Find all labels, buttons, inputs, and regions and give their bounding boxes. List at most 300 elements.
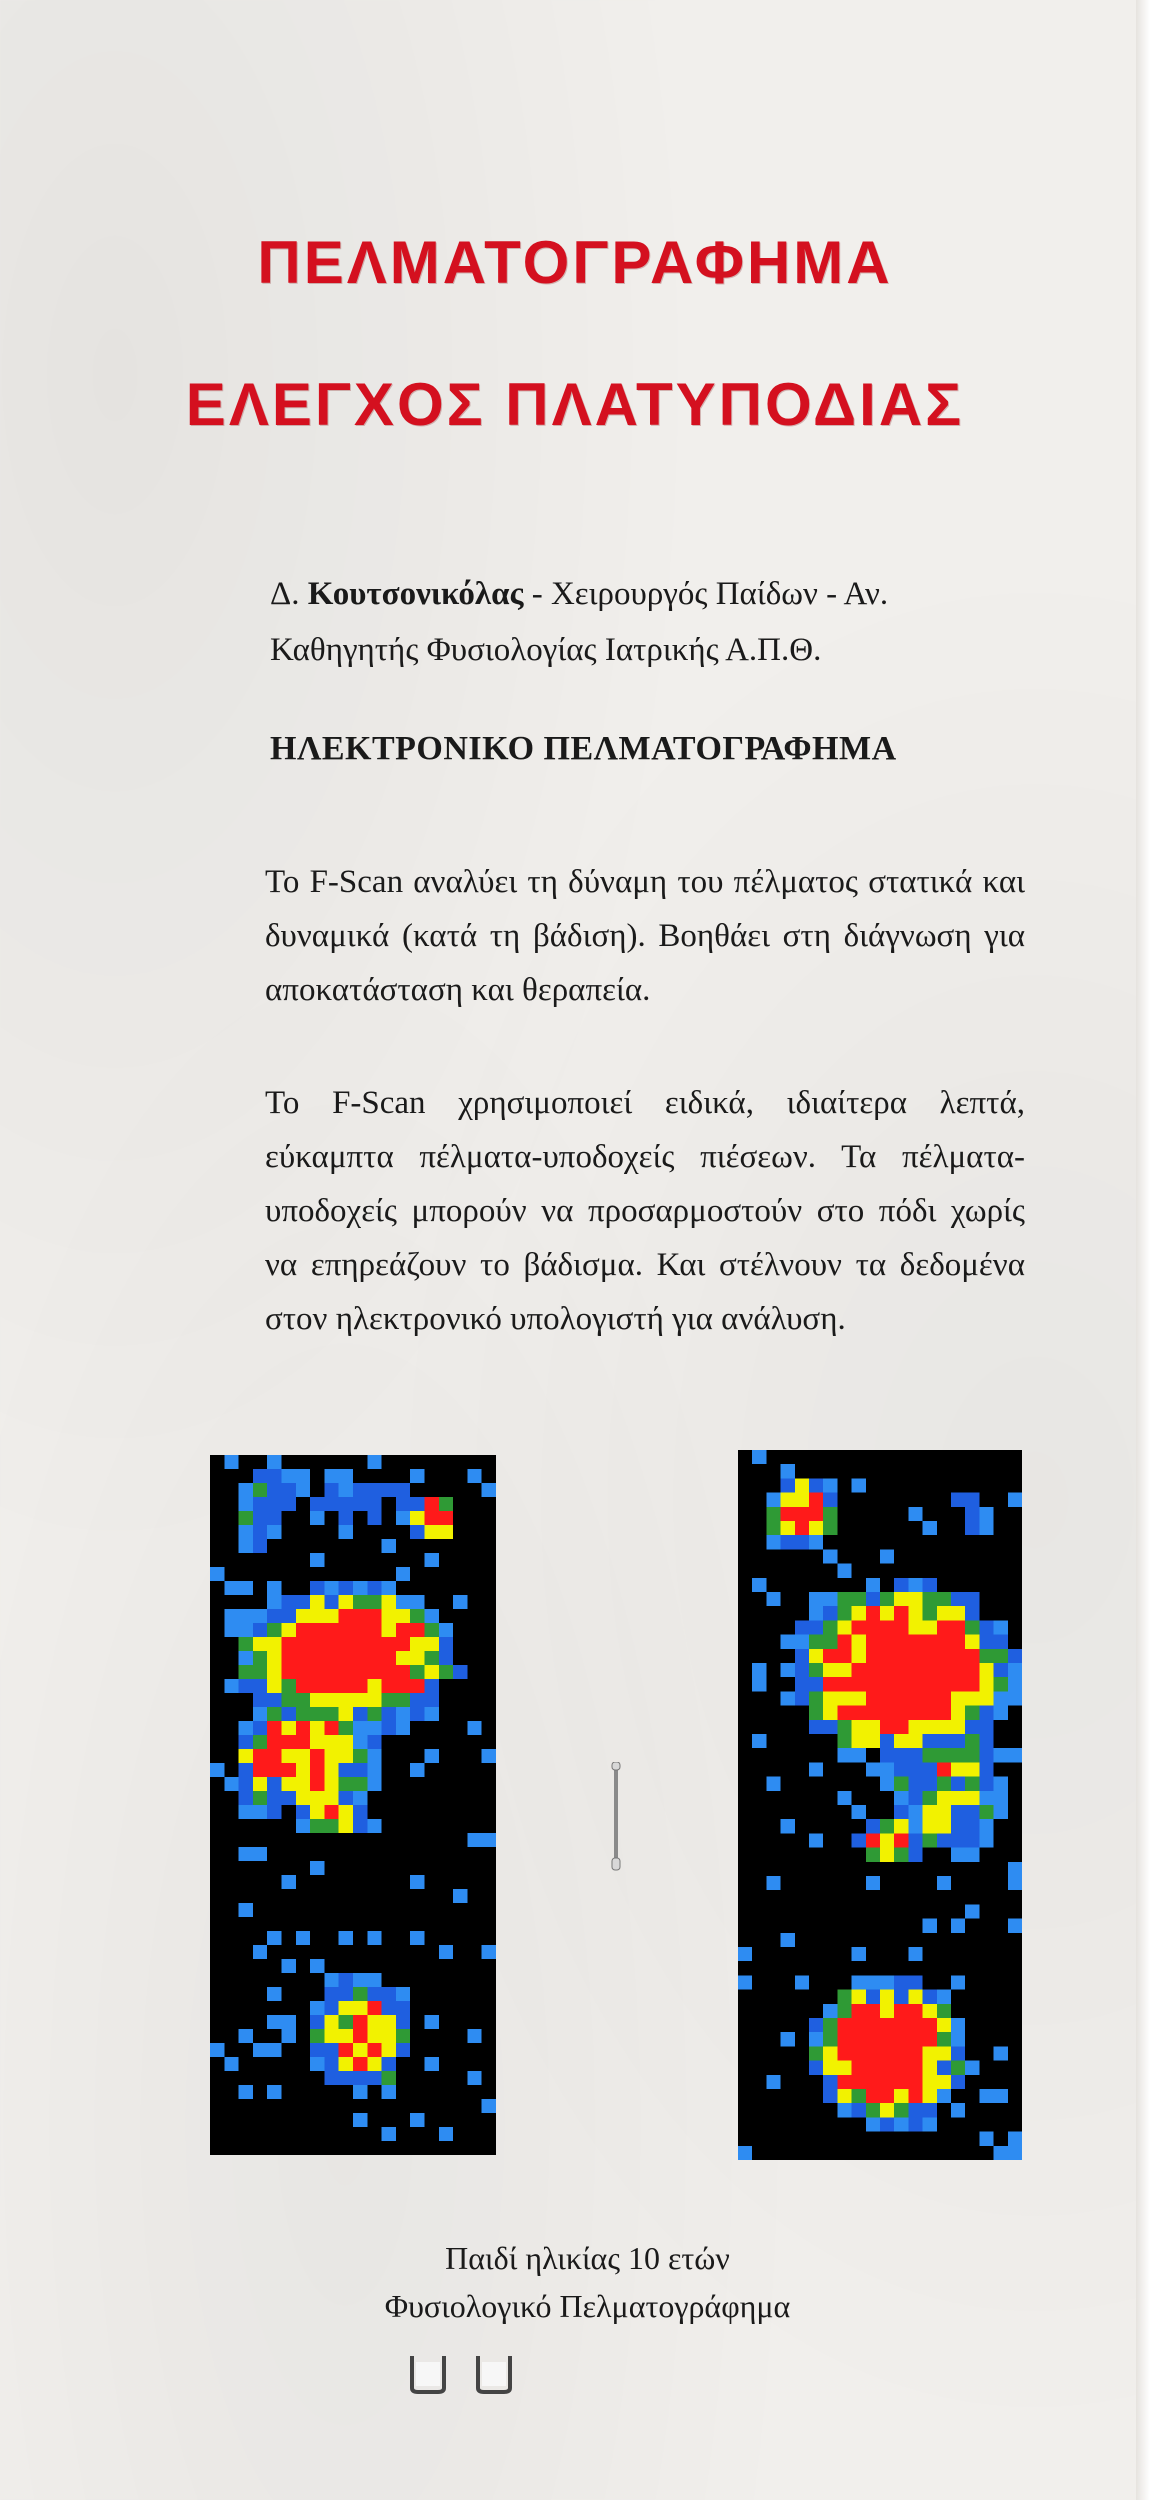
pressure-cell <box>267 2043 281 2057</box>
pressure-cell <box>979 2132 993 2146</box>
pressure-cell <box>425 1651 439 1665</box>
pressure-cell <box>239 1847 253 1861</box>
pressure-cell <box>439 1525 453 1539</box>
pressure-cell <box>382 2015 396 2029</box>
pressure-cell <box>937 1734 951 1748</box>
pressure-cell <box>809 2032 823 2046</box>
pressure-cell <box>310 2029 324 2043</box>
pressure-cell <box>410 1875 424 1889</box>
pressure-cell <box>310 2015 324 2029</box>
pressure-cell <box>951 1493 965 1507</box>
pressure-cell <box>880 1649 894 1663</box>
pressure-cell <box>324 1497 338 1511</box>
pressure-cell <box>482 1833 496 1847</box>
pressure-cell <box>267 1735 281 1749</box>
pressure-cell <box>923 1734 937 1748</box>
pressure-cell <box>267 1483 281 1497</box>
pressure-cell <box>296 1679 310 1693</box>
pressure-cell <box>296 1623 310 1637</box>
pressure-cell <box>396 1497 410 1511</box>
pressure-cell <box>253 1497 267 1511</box>
pressure-cell <box>324 1763 338 1777</box>
pressure-cell <box>1008 1493 1022 1507</box>
author-line <box>270 566 1025 678</box>
pressure-cell <box>837 1677 851 1691</box>
pressure-cell <box>894 2032 908 2046</box>
pressure-cell <box>339 2015 353 2029</box>
pressure-cell <box>253 1511 267 1525</box>
pressure-cell <box>979 1777 993 1791</box>
pressure-cell <box>880 1635 894 1649</box>
pressure-cell <box>965 1649 979 1663</box>
pressure-cell <box>396 1567 410 1581</box>
pressure-cell <box>852 1748 866 1762</box>
pressure-cell <box>994 1805 1008 1819</box>
pressure-cell <box>923 1691 937 1705</box>
pressure-cell <box>253 1721 267 1735</box>
pressure-cell <box>738 1947 752 1961</box>
pressure-cell <box>894 1620 908 1634</box>
pressure-cell <box>894 2004 908 2018</box>
pressure-cell <box>353 1987 367 2001</box>
pressure-cell <box>353 2015 367 2029</box>
pressure-cell <box>965 1521 979 1535</box>
pressure-cell <box>253 1539 267 1553</box>
pressure-cell <box>239 1665 253 1679</box>
section-heading: ΗΛΕΚΤΡΟΝΙΚΟ ΠΕΛΜΑΤΟΓΡΑΦΗΜΑ <box>270 730 897 767</box>
pressure-cell <box>795 1975 809 1989</box>
staple-middle <box>609 1762 623 1872</box>
pressure-cell <box>267 1777 281 1791</box>
pressure-cell <box>367 1455 381 1469</box>
pressure-cell <box>367 1819 381 1833</box>
pressure-cell <box>837 1649 851 1663</box>
pressure-cell <box>224 2057 238 2071</box>
pressure-cell <box>781 1691 795 1705</box>
pressure-cell <box>382 2001 396 2015</box>
pressure-cell <box>310 1707 324 1721</box>
pressure-cell <box>353 1483 367 1497</box>
pressure-cell <box>324 1973 338 1987</box>
pressure-cell <box>396 1609 410 1623</box>
pressure-cell <box>880 1848 894 1862</box>
pressure-cell <box>951 1720 965 1734</box>
pressure-cell <box>979 1819 993 1833</box>
pressure-cell <box>908 1635 922 1649</box>
pressure-cell <box>979 1521 993 1535</box>
pressure-cell <box>439 1497 453 1511</box>
pressure-cell <box>453 1595 467 1609</box>
pressure-cell <box>937 2032 951 2046</box>
pressure-cell <box>738 2146 752 2160</box>
pressure-cell <box>396 1707 410 1721</box>
pressure-cell <box>396 1595 410 1609</box>
pressure-cell <box>467 2029 481 2043</box>
pressure-cell <box>823 2004 837 2018</box>
pressure-cell <box>823 1521 837 1535</box>
pressure-cell <box>894 1720 908 1734</box>
pressure-cell <box>951 2075 965 2089</box>
pressure-cell <box>282 1875 296 1889</box>
pressure-cell <box>239 1609 253 1623</box>
pressure-cell <box>339 1693 353 1707</box>
pressure-cell <box>367 1735 381 1749</box>
pressure-cell <box>425 1525 439 1539</box>
pressure-cell <box>823 1507 837 1521</box>
pressure-cell <box>367 1665 381 1679</box>
author-description: - Χειρουργός Παίδων - Αν. Καθηγητής Φυσιολογίας Ιατρικής Α.Π.Θ. <box>270 576 889 668</box>
pressure-cell <box>253 1637 267 1651</box>
pressure-cell <box>752 1734 766 1748</box>
pressure-cell <box>894 1606 908 1620</box>
pressure-cell <box>923 1720 937 1734</box>
pressure-cell <box>951 1663 965 1677</box>
pressure-cell <box>353 2071 367 2085</box>
pressure-cell <box>908 1663 922 1677</box>
pressure-cell <box>852 1677 866 1691</box>
pressure-cell <box>267 1525 281 1539</box>
pressure-cell <box>382 1483 396 1497</box>
pressure-cell <box>267 1931 281 1945</box>
pressure-cell <box>866 1833 880 1847</box>
pressure-cell <box>894 1762 908 1776</box>
pressure-cell <box>382 1721 396 1735</box>
pressure-cell <box>908 2004 922 2018</box>
pressure-cell <box>937 1990 951 2004</box>
pressure-cell <box>908 1762 922 1776</box>
pressure-cell <box>410 1637 424 1651</box>
pressure-cell <box>781 1819 795 1833</box>
pressure-cell <box>310 1749 324 1763</box>
pressure-cell <box>880 1720 894 1734</box>
pressure-cell <box>296 1805 310 1819</box>
pressure-cell <box>410 2113 424 2127</box>
pressure-cell <box>837 2046 851 2060</box>
pressure-cell <box>410 1511 424 1525</box>
pressure-cell <box>1008 1876 1022 1890</box>
pressure-cell <box>823 1720 837 1734</box>
pressure-cell <box>267 1651 281 1665</box>
pressure-cell <box>324 1609 338 1623</box>
pressure-cell <box>908 1606 922 1620</box>
pressure-cell <box>382 2029 396 2043</box>
pressure-cell <box>253 1525 267 1539</box>
pressure-cell <box>852 1720 866 1734</box>
pressure-cell <box>425 2015 439 2029</box>
pressure-cell <box>894 1748 908 1762</box>
pressure-cell <box>937 1635 951 1649</box>
pressure-cell <box>908 2018 922 2032</box>
pressure-cell <box>880 2089 894 2103</box>
pressure-cell <box>866 1677 880 1691</box>
pressure-cell <box>253 1777 267 1791</box>
pressure-cell <box>267 1679 281 1693</box>
pressure-cell <box>951 1833 965 1847</box>
pressure-cell <box>382 2071 396 2085</box>
pressure-cell <box>253 1623 267 1637</box>
pressure-cell <box>224 1777 238 1791</box>
pressure-cell <box>339 1819 353 1833</box>
pressure-cell <box>253 1679 267 1693</box>
pressure-cell <box>994 1777 1008 1791</box>
pressure-cell <box>396 2015 410 2029</box>
pressure-cell <box>396 2001 410 2015</box>
pressure-cell <box>367 2015 381 2029</box>
pressure-cell <box>425 1749 439 1763</box>
pressure-cell <box>267 1763 281 1777</box>
pressure-cell <box>282 1595 296 1609</box>
pressure-cell <box>837 2075 851 2089</box>
pressure-cell <box>382 2085 396 2099</box>
pressure-cell <box>781 1521 795 1535</box>
pressure-cell <box>367 1721 381 1735</box>
pressure-cell <box>396 1651 410 1665</box>
pressure-cell <box>937 1833 951 1847</box>
pressure-cell <box>267 1469 281 1483</box>
pressure-cell <box>324 2057 338 2071</box>
pressure-cell <box>367 1763 381 1777</box>
pressure-cell <box>852 1478 866 1492</box>
pressure-cell <box>239 1539 253 1553</box>
pressure-cell <box>239 1637 253 1651</box>
pressure-cell <box>908 2061 922 2075</box>
pressure-cell <box>852 1706 866 1720</box>
pressure-cell <box>353 1651 367 1665</box>
pressure-cell <box>310 2001 324 2015</box>
pressure-cell <box>224 1455 238 1469</box>
pressure-cell <box>937 1620 951 1634</box>
pressure-cell <box>296 1749 310 1763</box>
pressure-cell <box>410 1931 424 1945</box>
pressure-cell <box>880 1663 894 1677</box>
pressure-cell <box>410 1665 424 1679</box>
pressure-cell <box>738 1975 752 1989</box>
pressure-cell <box>382 2057 396 2071</box>
pressure-cell <box>809 1507 823 1521</box>
pressure-cell <box>809 1677 823 1691</box>
pressure-cell <box>880 1819 894 1833</box>
pressure-cell <box>239 1483 253 1497</box>
pressure-cell <box>979 1805 993 1819</box>
pressure-cell <box>253 1805 267 1819</box>
pressure-cell <box>425 1679 439 1693</box>
pressure-cell <box>439 1665 453 1679</box>
pressure-cell <box>965 1635 979 1649</box>
pressure-cell <box>339 2001 353 2015</box>
pressure-cell <box>795 1620 809 1634</box>
pressure-cell <box>809 1592 823 1606</box>
pressure-cell <box>296 1735 310 1749</box>
pressure-cell <box>367 2029 381 2043</box>
pressure-cell <box>367 2043 381 2057</box>
title-line-2: ΕΛΕΓΧΟΣ ΠΛΑΤΥΠΟΔΙΑΣ <box>185 371 965 438</box>
pressure-cell <box>253 2043 267 2057</box>
pressure-cell <box>339 1525 353 1539</box>
pressure-cell <box>752 1578 766 1592</box>
pressure-cell <box>766 1521 780 1535</box>
pressure-cell <box>324 1483 338 1497</box>
pressure-cell <box>937 2089 951 2103</box>
pressure-cell <box>979 1620 993 1634</box>
pressure-cell <box>425 1637 439 1651</box>
pressure-cell <box>965 1507 979 1521</box>
pressure-cell <box>894 2018 908 2032</box>
pressure-cell <box>267 1721 281 1735</box>
pressure-cell <box>965 1620 979 1634</box>
pressure-cell <box>324 2071 338 2085</box>
pressure-cell <box>923 2061 937 2075</box>
pressure-cell <box>809 1606 823 1620</box>
pressure-cell <box>324 1637 338 1651</box>
pressure-cell <box>880 1975 894 1989</box>
pressure-cell <box>837 1663 851 1677</box>
pressure-cell <box>339 1805 353 1819</box>
pressure-cell <box>852 1606 866 1620</box>
pressure-cell <box>282 1777 296 1791</box>
pressure-cell <box>894 1734 908 1748</box>
pressure-cell <box>937 1649 951 1663</box>
pressure-cell <box>282 1609 296 1623</box>
pressure-cell <box>852 1635 866 1649</box>
pressure-cell <box>282 1749 296 1763</box>
pressure-cell <box>382 1679 396 1693</box>
pressure-cell <box>866 1720 880 1734</box>
pressure-cell <box>382 1539 396 1553</box>
pressure-cell <box>908 1805 922 1819</box>
pressure-cell <box>994 2089 1008 2103</box>
pressure-cell <box>282 2029 296 2043</box>
pressure-cell <box>894 1706 908 1720</box>
pressure-cell <box>766 1876 780 1890</box>
pressure-cell <box>908 1706 922 1720</box>
pressure-cell <box>410 1525 424 1539</box>
pressure-cell <box>866 1762 880 1776</box>
pressure-cell <box>823 2061 837 2075</box>
pressure-cell <box>396 1637 410 1651</box>
pressure-cell <box>439 1511 453 1525</box>
pressure-cell <box>880 1606 894 1620</box>
pressure-cell <box>823 1493 837 1507</box>
pressure-cell <box>267 1707 281 1721</box>
pressure-cell <box>253 1847 267 1861</box>
pressure-cell <box>894 1791 908 1805</box>
pressure-cell <box>923 1791 937 1805</box>
pressure-cell <box>382 1651 396 1665</box>
pressure-cell <box>224 1623 238 1637</box>
pressure-cell <box>367 1595 381 1609</box>
pressure-cell <box>951 1734 965 1748</box>
pressure-cell <box>937 1791 951 1805</box>
pressure-cell <box>296 1777 310 1791</box>
pressure-cell <box>296 1763 310 1777</box>
pressure-cell <box>866 2061 880 2075</box>
pressure-cell <box>425 1553 439 1567</box>
pressure-cell <box>224 1679 238 1693</box>
pressure-cell <box>994 1635 1008 1649</box>
pressure-cell <box>937 2018 951 2032</box>
pressure-cell <box>353 1679 367 1693</box>
pressure-cell <box>979 1833 993 1847</box>
pressure-cell <box>937 2004 951 2018</box>
pressure-cell <box>310 1609 324 1623</box>
pressure-cell <box>282 1469 296 1483</box>
pressure-cell <box>324 1595 338 1609</box>
pressure-cell <box>965 1848 979 1862</box>
pressure-cell <box>965 1663 979 1677</box>
pressure-cell <box>951 1592 965 1606</box>
pressure-cell <box>766 1777 780 1791</box>
pressure-cell <box>453 1665 467 1679</box>
pressure-cell <box>880 2004 894 2018</box>
pressure-cell <box>908 1620 922 1634</box>
pressure-cell <box>353 1805 367 1819</box>
pressure-cell <box>908 1691 922 1705</box>
pressure-cell <box>837 1990 851 2004</box>
pressure-cell <box>837 1720 851 1734</box>
pressure-cell <box>382 1595 396 1609</box>
pressure-cell <box>937 1663 951 1677</box>
pressure-cell <box>852 2032 866 2046</box>
pressure-cell <box>296 1707 310 1721</box>
pressure-cell <box>367 1609 381 1623</box>
paragraph-1: Το F-Scan αναλύει τη δύναμη του πέλματος στατικά και δυναμικά (κατά τη βάδιση). Βοηθάει στη διάγνωση για αποκατάσταση και θεραπεία. <box>265 864 1025 1008</box>
pressure-cell <box>795 1493 809 1507</box>
staple-bottom-right <box>474 2352 514 2396</box>
pressure-cell <box>353 1707 367 1721</box>
pressure-cell <box>908 1649 922 1663</box>
pressure-cell <box>894 1691 908 1705</box>
pressure-cell <box>852 1947 866 1961</box>
pressure-cell <box>951 1635 965 1649</box>
pressure-cell <box>852 1691 866 1705</box>
pressure-cell <box>353 2085 367 2099</box>
pressure-cell <box>752 1450 766 1464</box>
pressure-cell <box>781 1635 795 1649</box>
pressure-cell <box>923 2018 937 2032</box>
pressure-cell <box>339 2071 353 2085</box>
pressure-cell <box>951 2046 965 2060</box>
pressure-cell <box>353 1595 367 1609</box>
pressure-cell <box>781 1464 795 1478</box>
staple-bottom-left <box>408 2352 448 2396</box>
pressure-cell <box>1008 2132 1022 2146</box>
pressure-cell <box>253 1749 267 1763</box>
pressure-cell <box>979 1677 993 1691</box>
pressure-cell <box>410 1595 424 1609</box>
pressure-cell <box>979 2089 993 2103</box>
pressure-cell <box>367 1483 381 1497</box>
pressure-cell <box>310 1805 324 1819</box>
pressure-cell <box>979 1635 993 1649</box>
pressure-cell <box>1008 1919 1022 1933</box>
pressure-cell <box>224 1609 238 1623</box>
pressure-cell <box>866 1848 880 1862</box>
pressure-cell <box>965 2061 979 2075</box>
pressure-cell <box>809 1635 823 1649</box>
pressure-cell <box>224 1581 238 1595</box>
pressure-cell <box>866 1606 880 1620</box>
pressure-cell <box>339 2029 353 2043</box>
pressure-cell <box>353 1791 367 1805</box>
pressure-cell <box>923 1578 937 1592</box>
pressure-cell <box>880 2032 894 2046</box>
pressure-cell <box>267 1987 281 2001</box>
pressure-cell <box>324 1707 338 1721</box>
pressure-cell <box>837 1791 851 1805</box>
pressure-cell <box>310 1693 324 1707</box>
pressure-cell <box>965 1833 979 1847</box>
pressure-cell <box>894 1848 908 1862</box>
